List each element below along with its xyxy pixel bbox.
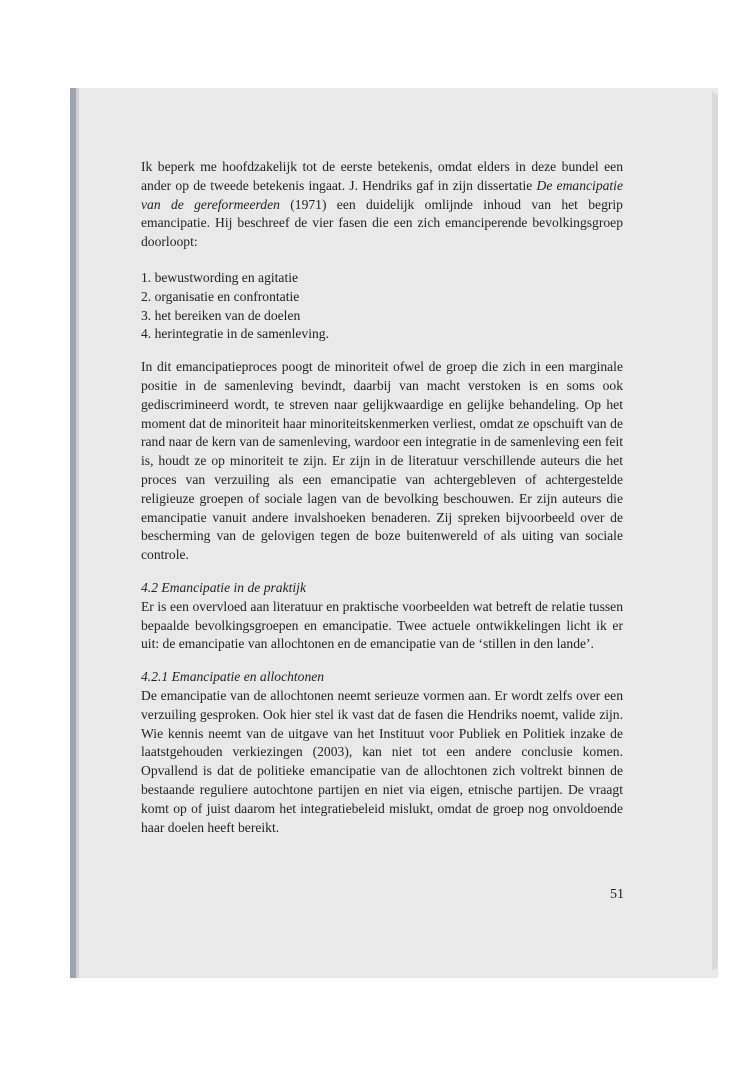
phase-item: 1. bewustwording en agitatie — [141, 269, 299, 285]
page-number: 51 — [610, 887, 624, 902]
intro-text-before-title: Ik beperk me hoofdzakelijk tot de eerste betekenis, omdat elders in deze bundel een ander op de tweede betekenis ingaat. J. Hendriks gaf in zijn dissertatie — [141, 159, 623, 193]
page-content — [141, 158, 623, 837]
section-heading-4-2: 4.2 Emancipatie in de praktijk — [141, 579, 306, 595]
intro-paragraph — [141, 158, 623, 252]
spine-shadow — [76, 88, 79, 978]
emancipation-process-paragraph: In dit emancipatieproces poogt de minoriteit ofwel de groep die zich in een marginale positie in de samenleving bevindt, daarbij van macht verstoken is en soms ook gediscrimineerd wordt, te streven naar gelijkwaardige en gelijke behandeling. Op het moment dat de minoriteit haar minoriteitskenmerken verliest, omdat ze opschuift van de rand naar de kern van de samenleving, wardoor een integratie in de samenleving een feit is, houdt ze op minoriteit te zijn. Er zijn in de literatuur verschillende auteurs die het proces van verzuiling als een emancipatie van achtergebleven of achtergestelde religieuze groepen of sociale lagen van de bevolking beschouwen. Er zijn auteurs die emancipatie vanuit andere invalshoeken benaderen. Zij spreken bijvoorbeeld over de bescherming van de gelovigen tegen de boze buitenwereld of als uiting van sociale controle. — [141, 359, 623, 563]
phase-list — [141, 269, 623, 344]
section-4-2-1-body: De emancipatie van de allochtonen neemt serieuze vormen aan. Er wordt zelfs over een verzuiling gesproken. Ook hier stel ik vast dat de fasen die Hendriks noemt, valide zijn. Wie kennis neemt van de uitgave van het Instituut voor Publiek en Politiek inzake de laatstgehouden verkiezingen (2003), kan niet tot een andere conclusie komen. Opvallend is dat de politieke emancipatie van de allochtonen zich voltrekt binnen de bestaande reguliere autochtone partijen en niet via eigen, etnische partijen. De vraagt komt op of juist daarom het integratiebeleid mislukt, omdat de groep nog onvoldoende haar doelen heeft bereikt. — [141, 687, 623, 835]
section-4-2-body: Er is een overvloed aan literatuur en praktische voorbeelden wat betreft de relatie tussen bepaalde bevolkingsgroepen en emancipatie. Twee actuele ontwikkelingen licht ik er uit: de emancipatie van allochtonen en de emancipatie van de ‘stillen in den lande’. — [141, 598, 623, 652]
dissertation-title: De emancipatie van de gereformeerden — [141, 177, 623, 212]
intro-text-after-title: (1971) een duidelijk omlijnde inhoud van het begrip emancipatie. Hij beschreef de vier fasen die een zich emanciperende bevolkingsgroep doorloopt: — [141, 196, 623, 250]
phase-item: 2. organisatie en confrontatie — [141, 288, 300, 304]
page-edge — [712, 92, 718, 970]
section-heading-4-2-1: 4.2.1 Emancipatie en allochtonen — [141, 669, 325, 685]
phase-item: 3. het bereiken van de doelen — [141, 307, 301, 323]
phase-item: 4. herintegratie in de samenleving. — [141, 326, 329, 342]
